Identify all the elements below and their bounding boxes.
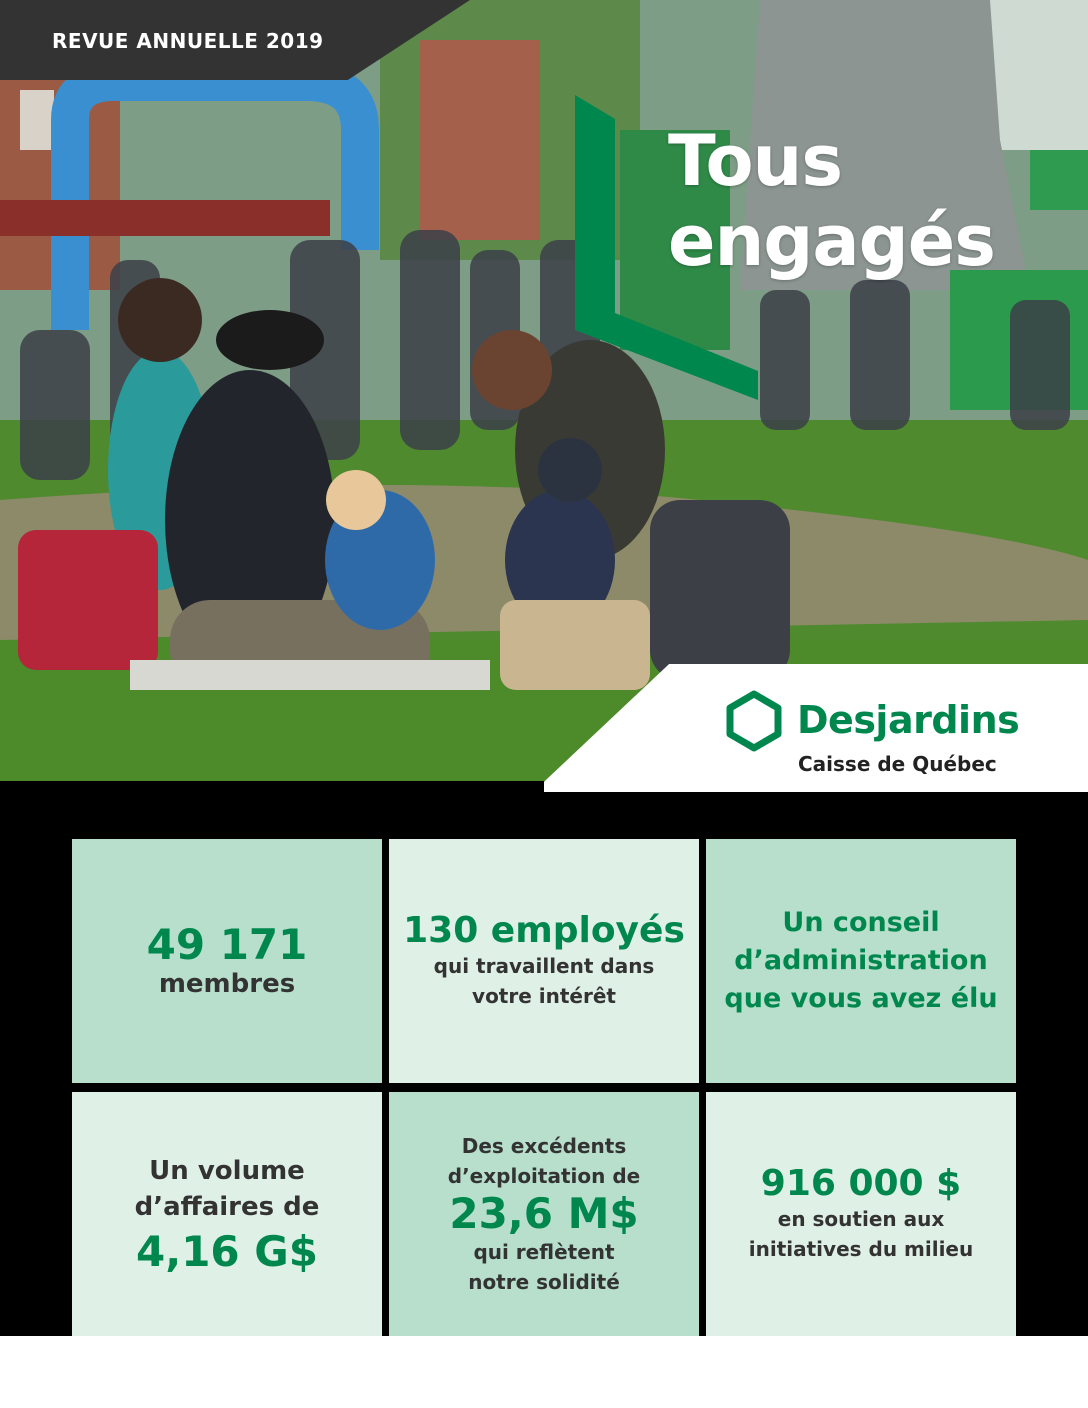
support-value: 916 000 $ — [760, 1163, 962, 1204]
issue-label: REVUE ANNUELLE 2019 — [52, 29, 324, 53]
employees-value: 130 employés — [403, 910, 685, 951]
stat-tile-employees — [389, 839, 699, 1083]
board-line-1: Un conseil — [782, 907, 940, 938]
stat-tile-support — [706, 1092, 1016, 1336]
board-line-2: d’administration — [734, 945, 988, 976]
stat-tile-board — [706, 839, 1016, 1083]
brand-subtitle: Caisse de Québec — [798, 752, 997, 776]
brand-name: Desjardins — [797, 698, 1020, 742]
stat-tile-members — [72, 839, 382, 1083]
volume-line-1: Un volume — [149, 1156, 305, 1186]
support-line-2: initiatives du milieu — [748, 1237, 974, 1261]
surplus-line-1: Des excédents — [461, 1134, 627, 1158]
surplus-value: 23,6 M$ — [449, 1189, 639, 1238]
stat-tile-volume — [72, 1092, 382, 1336]
board-line-3: que vous avez élu — [724, 983, 998, 1014]
surplus-line-3: qui reflètent — [473, 1240, 615, 1264]
members-value: 49 171 — [146, 920, 308, 969]
surplus-line-2: d’exploitation de — [447, 1164, 641, 1188]
volume-value: 4,16 G$ — [136, 1227, 318, 1276]
surplus-line-4: notre solidité — [468, 1270, 620, 1294]
volume-line-2: d’affaires de — [134, 1192, 320, 1222]
employees-line-2: votre intérêt — [472, 984, 616, 1008]
cover-title-line-1: Tous — [668, 120, 843, 202]
members-label: membres — [158, 969, 296, 999]
cover-title-line-2: engagés — [668, 200, 995, 282]
hexagon-logo-icon — [726, 690, 782, 752]
support-line-1: en soutien aux — [777, 1207, 945, 1231]
stat-tile-surplus — [389, 1092, 699, 1336]
employees-line-1: qui travaillent dans — [433, 954, 655, 978]
